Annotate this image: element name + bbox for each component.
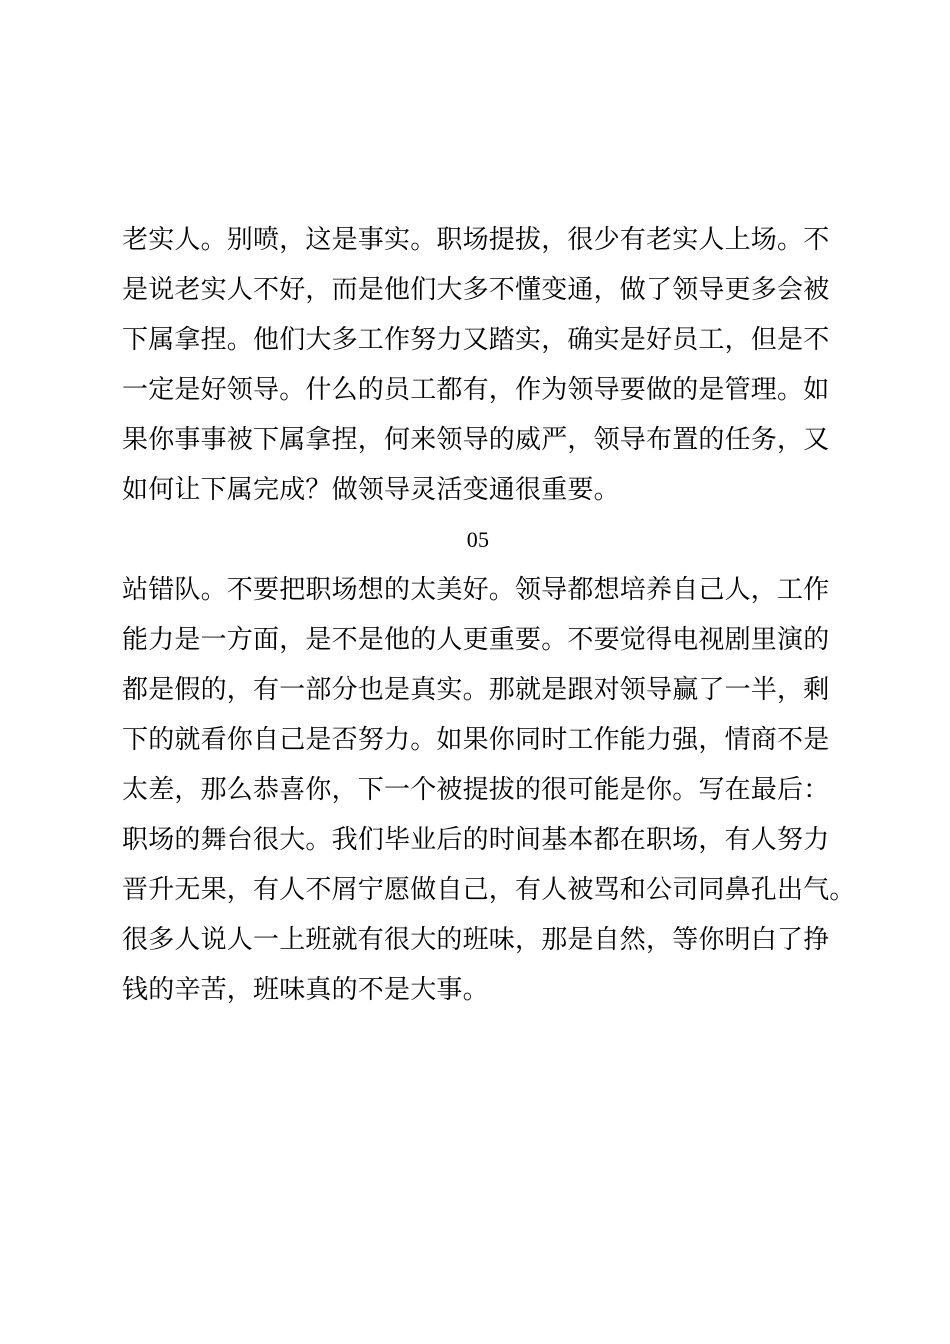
text-line: 晋升无果，有人不屑宁愿做自己，有人被骂和公司同鼻孔出气。 <box>122 875 856 905</box>
text-line: 能力是一方面，是不是他的人更重要。不要觉得电视剧里演的 <box>122 625 830 655</box>
paragraph-old-honest-people <box>122 215 842 515</box>
text-line: 果你事事被下属拿捏，何来领导的威严，领导布置的任务，又 <box>122 425 830 455</box>
text-line: 都是假的，有一部分也是真实。那就是跟对领导赢了一半，剩 <box>122 675 830 705</box>
text-line: 老实人。别喷，这是事实。职场提拔，很少有老实人上场。不 <box>122 225 830 255</box>
paragraph-wrong-side <box>122 565 856 1015</box>
text-line: 太差，那么恭喜你，下一个被提拔的很可能是你。写在最后： <box>122 775 830 805</box>
text-line: 下的就看你自己是否努力。如果你同时工作能力强，情商不是 <box>122 725 830 755</box>
text-line: 很多人说人一上班就有很大的班味，那是自然，等你明白了挣 <box>122 925 830 955</box>
text-line: 是说老实人不好，而是他们大多不懂变通，做了领导更多会被 <box>122 275 830 305</box>
text-line: 职场的舞台很大。我们毕业后的时间基本都在职场，有人努力 <box>122 825 830 855</box>
text-line: 站错队。不要把职场想的太美好。领导都想培养自己人，工作 <box>122 575 830 605</box>
document-body <box>122 215 856 1015</box>
section-number: 05 <box>466 527 490 552</box>
text-line: 一定是好领导。什么的员工都有，作为领导要做的是管理。如 <box>122 375 830 405</box>
text-line: 下属拿捏。他们大多工作努力又踏实，确实是好员工，但是不 <box>122 325 830 355</box>
text-line: 钱的辛苦，班味真的不是大事。 <box>122 975 489 1005</box>
text-line: 如何让下属完成？做领导灵活变通很重要。 <box>122 475 620 505</box>
